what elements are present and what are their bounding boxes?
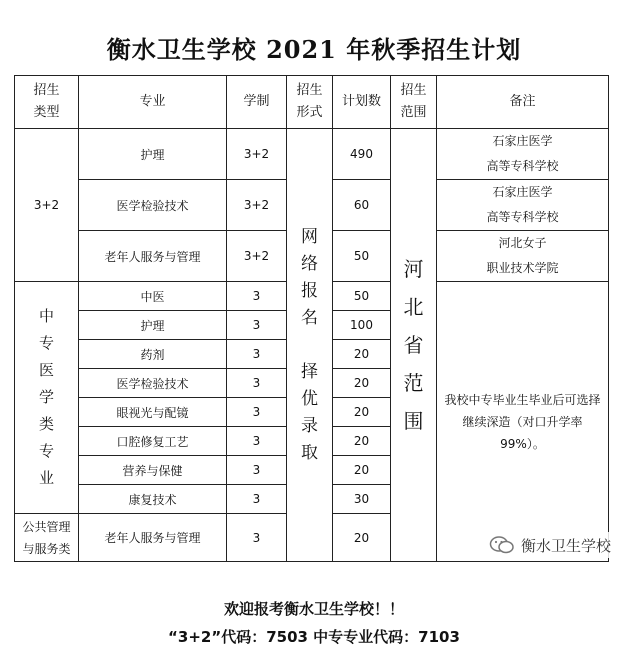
- wechat-icon: [489, 535, 515, 555]
- header-category: 招生 类型: [15, 76, 79, 129]
- remark-cell: 河北女子 职业技术学院: [437, 231, 609, 282]
- plan-cell: 60: [333, 180, 391, 231]
- major-cell: 康复技术: [79, 485, 227, 514]
- plan-cell: 490: [333, 129, 391, 180]
- category-public-service: 公共管理 与服务类: [15, 514, 79, 562]
- header-major: 专业: [79, 76, 227, 129]
- header-form: 招生 形式: [287, 76, 333, 129]
- table-header-row: [15, 76, 609, 129]
- header-scope: 招生 范围: [391, 76, 437, 129]
- header-plan: 计划数: [333, 76, 391, 129]
- duration-cell: 3+2: [227, 180, 287, 231]
- major-cell: 中医: [79, 282, 227, 311]
- plan-cell: 50: [333, 282, 391, 311]
- duration-cell: 3: [227, 485, 287, 514]
- form-cell: 网 络 报 名 择 优 录 取: [287, 129, 333, 562]
- plan-cell: 20: [333, 369, 391, 398]
- welcome-text: 欢迎报考衡水卫生学校！！: [223, 600, 404, 618]
- header-remark: 备注: [437, 76, 609, 129]
- plan-cell: 20: [333, 398, 391, 427]
- major-cell: 医学检验技术: [79, 369, 227, 398]
- major-cell: 药剂: [79, 340, 227, 369]
- plan-cell: 20: [333, 456, 391, 485]
- major-cell: 老年人服务与管理: [79, 231, 227, 282]
- plan-cell: 30: [333, 485, 391, 514]
- duration-cell: 3+2: [227, 231, 287, 282]
- major-cell: 营养与保健: [79, 456, 227, 485]
- duration-cell: 3: [227, 427, 287, 456]
- duration-cell: 3: [227, 282, 287, 311]
- duration-cell: 3+2: [227, 129, 287, 180]
- duration-cell: 3: [227, 514, 287, 562]
- duration-cell: 3: [227, 456, 287, 485]
- duration-cell: 3: [227, 311, 287, 340]
- category-3plus2: 3+2: [15, 129, 79, 282]
- remark-cell: 石家庄医学 高等专科学校: [437, 129, 609, 180]
- plan-cell: 100: [333, 311, 391, 340]
- remark-cell: 我校中专毕业生毕业后可选择 继续深造（对口升学率 99%）。: [437, 282, 609, 562]
- major-cell: 医学检验技术: [79, 180, 227, 231]
- plan-cell: 20: [333, 340, 391, 369]
- enrollment-plan-table: [14, 75, 612, 562]
- major-cell: 老年人服务与管理: [79, 514, 227, 562]
- page-title: 衡水卫生学校 2021 年秋季招生计划: [106, 35, 522, 64]
- duration-cell: 3: [227, 340, 287, 369]
- duration-cell: 3: [227, 398, 287, 427]
- code-text: “3+2”代码：7503 中专专业代码：7103: [168, 628, 460, 646]
- duration-cell: 3: [227, 369, 287, 398]
- table-row: [15, 129, 609, 180]
- plan-cell: 20: [333, 514, 391, 562]
- watermark: [489, 532, 611, 558]
- watermark-text: 衡水卫生学校: [521, 536, 612, 555]
- plan-cell: 20: [333, 427, 391, 456]
- category-medical: 中 专 医 学 类 专 业: [15, 282, 79, 514]
- plan-cell: 50: [333, 231, 391, 282]
- major-cell: 护理: [79, 311, 227, 340]
- scope-cell: 河 北 省 范 围: [391, 129, 437, 562]
- major-cell: 口腔修复工艺: [79, 427, 227, 456]
- major-cell: 眼视光与配镜: [79, 398, 227, 427]
- header-duration: 学制: [227, 76, 287, 129]
- major-cell: 护理: [79, 129, 227, 180]
- remark-cell: 石家庄医学 高等专科学校: [437, 180, 609, 231]
